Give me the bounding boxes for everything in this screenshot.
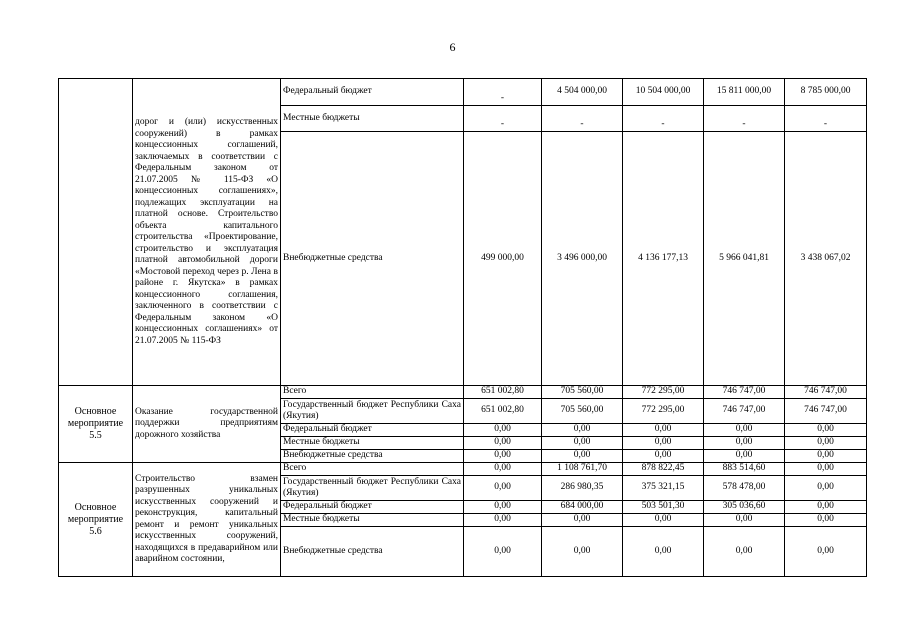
value-cell: 651 002,80 [464, 399, 542, 424]
code-cell-empty [59, 79, 133, 386]
value-cell: 4 504 000,00 [542, 79, 623, 106]
value-cell: 0,00 [464, 463, 542, 476]
source-cell: Местные бюджеты [281, 514, 464, 527]
value-cell: - [464, 106, 542, 132]
value-cell: 0,00 [623, 514, 704, 527]
value-cell: - [704, 106, 785, 132]
value-cell: 0,00 [785, 476, 867, 501]
value-cell: 0,00 [464, 476, 542, 501]
source-cell: Внебюджетные средства [281, 132, 464, 386]
value-cell: 772 295,00 [623, 386, 704, 399]
source-cell: Местные бюджеты [281, 437, 464, 450]
value-cell: 0,00 [785, 514, 867, 527]
value-cell: 0,00 [464, 514, 542, 527]
source-cell: Федеральный бюджет [281, 424, 464, 437]
value-cell: 0,00 [785, 527, 867, 577]
source-cell: Государственный бюджет Республики Саха (Якутия) [281, 476, 464, 501]
value-cell: 0,00 [464, 527, 542, 577]
value-cell: 3 496 000,00 [542, 132, 623, 386]
budget-table [58, 78, 867, 577]
source-cell: Местные бюджеты [281, 106, 464, 132]
table-row [59, 463, 867, 476]
value-cell: 0,00 [785, 463, 867, 476]
value-cell: 746 747,00 [785, 399, 867, 424]
source-cell: Внебюджетные средства [281, 450, 464, 463]
value-cell: - [623, 106, 704, 132]
value-cell: 705 560,00 [542, 399, 623, 424]
value-cell: - [785, 106, 867, 132]
value-cell: 0,00 [785, 424, 867, 437]
value-cell: 746 747,00 [704, 399, 785, 424]
value-cell: 8 785 000,00 [785, 79, 867, 106]
value-cell: 0,00 [785, 437, 867, 450]
value-cell: 1 108 761,70 [542, 463, 623, 476]
value-cell: 0,00 [785, 450, 867, 463]
value-cell: 305 036,60 [704, 501, 785, 514]
value-cell: 375 321,15 [623, 476, 704, 501]
value-cell: 10 504 000,00 [623, 79, 704, 106]
source-cell: Всего [281, 463, 464, 476]
value-cell: 0,00 [704, 514, 785, 527]
value-cell: 5 966 041,81 [704, 132, 785, 386]
value-cell: 0,00 [623, 450, 704, 463]
value-cell: 0,00 [704, 424, 785, 437]
value-cell: 503 501,30 [623, 501, 704, 514]
description-cell: дорог и (или) искусственных сооружений) в рамках концессионных соглашений, заключаемых в соответствии с Федеральным законом от 21.07.2005 № 115-ФЗ «О концессионных соглашениях», подлежащих эксплуатации на платной основе. Строительство объекта капитального строительства «Проектирование, строительство и эксплуатация платной автомобильной дороги «Мостовой переход через р. Лена в районе г. Якутска» в рамках концессионного соглашения, заключенного в соответствии с Федеральным законом «О концессионных соглашениях» от 21.07.2005 № 115-ФЗ [133, 79, 281, 386]
value-cell: 0,00 [464, 437, 542, 450]
source-cell: Государственный бюджет Республики Саха (Якутия) [281, 399, 464, 424]
value-cell: 0,00 [704, 437, 785, 450]
source-cell: Федеральный бюджет [281, 501, 464, 514]
value-cell: 0,00 [785, 501, 867, 514]
value-cell: - [542, 106, 623, 132]
value-cell: 772 295,00 [623, 399, 704, 424]
value-cell: 15 811 000,00 [704, 79, 785, 106]
value-cell: 0,00 [623, 424, 704, 437]
value-cell: 0,00 [704, 450, 785, 463]
table-row [59, 79, 867, 106]
value-cell: 746 747,00 [704, 386, 785, 399]
activity-code-cell: Основное мероприятие 5.6 [59, 463, 133, 577]
value-cell: 3 438 067,02 [785, 132, 867, 386]
value-cell: 0,00 [542, 514, 623, 527]
value-cell: 0,00 [464, 450, 542, 463]
value-cell: 878 822,45 [623, 463, 704, 476]
source-cell: Внебюджетные средства [281, 527, 464, 577]
value-cell: 705 560,00 [542, 386, 623, 399]
value-cell: 684 000,00 [542, 501, 623, 514]
value-cell: 0,00 [623, 437, 704, 450]
value-cell: 0,00 [623, 527, 704, 577]
table-row [59, 386, 867, 399]
activity-code-cell: Основное мероприятие 5.5 [59, 386, 133, 463]
value-cell: 0,00 [464, 424, 542, 437]
value-cell: 883 514,60 [704, 463, 785, 476]
value-cell: 499 000,00 [464, 132, 542, 386]
value-cell: 0,00 [542, 437, 623, 450]
value-cell: 4 136 177,13 [623, 132, 704, 386]
description-cell: Оказание государственной поддержки предприятиям дорожного хозяйства [133, 386, 281, 463]
value-cell: 286 980,35 [542, 476, 623, 501]
value-cell: 0,00 [542, 450, 623, 463]
value-cell: - [464, 79, 542, 106]
value-cell: 746 747,00 [785, 386, 867, 399]
description-cell: Строительство взамен разрушенных уникальных искусственных сооружений и реконструкция, капитальный ремонт и ремонт уникальных искусственных сооружений, находящихся в предаварийном или аварийном состоянии, [133, 463, 281, 577]
value-cell: 0,00 [704, 527, 785, 577]
source-cell: Федеральный бюджет [281, 79, 464, 106]
value-cell: 578 478,00 [704, 476, 785, 501]
source-cell: Всего [281, 386, 464, 399]
page-number: 6 [449, 40, 456, 54]
value-cell: 0,00 [464, 501, 542, 514]
value-cell: 0,00 [542, 527, 623, 577]
value-cell: 651 002,80 [464, 386, 542, 399]
value-cell: 0,00 [542, 424, 623, 437]
